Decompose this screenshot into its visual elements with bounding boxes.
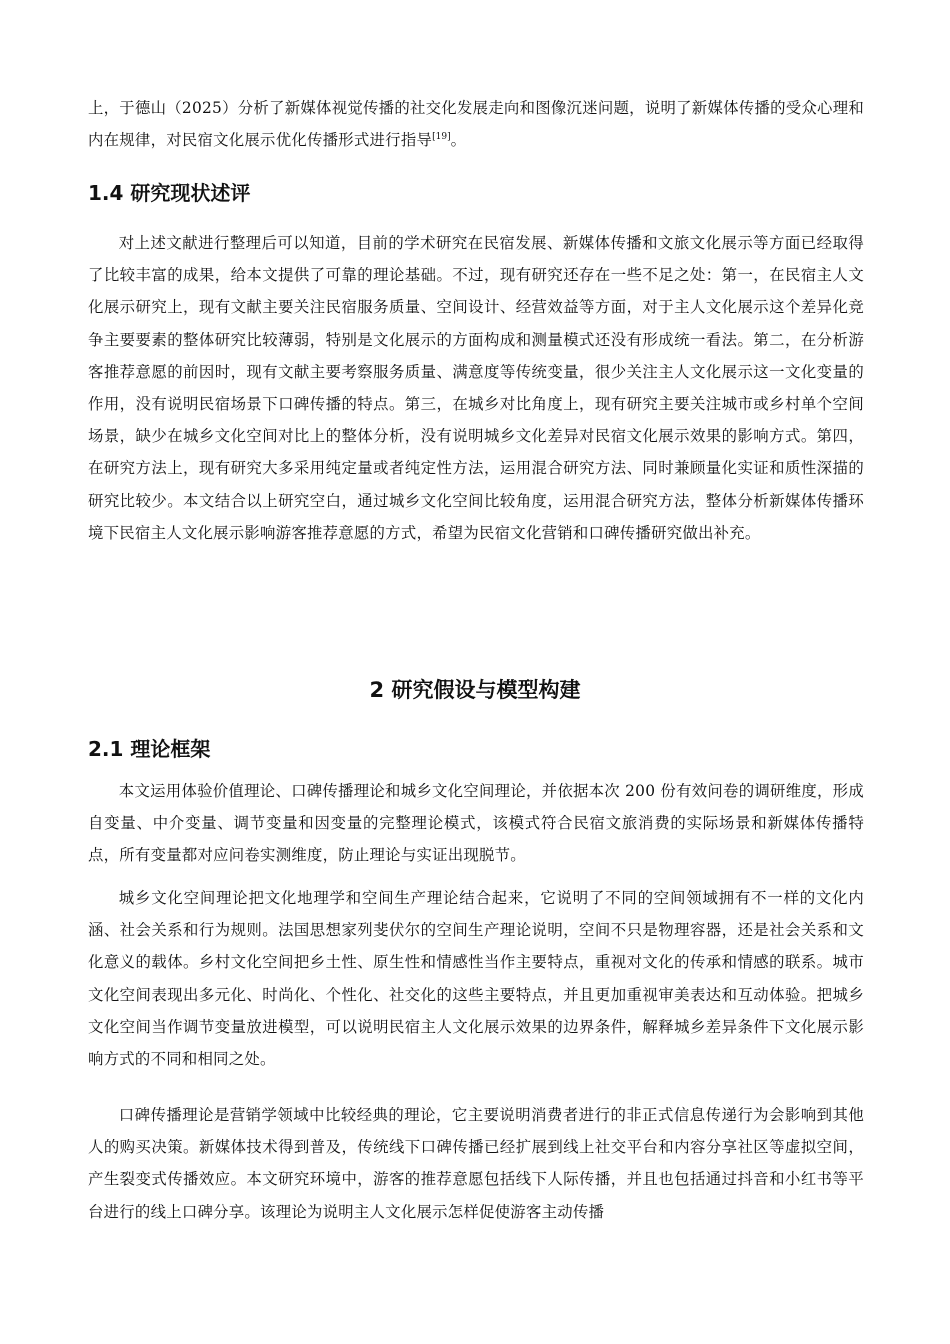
- paragraph-theory-framework: 本文运用体验价值理论、口碑传播理论和城乡文化空间理论，并依据本次 200 份有效问卷的调研维度，形成自变量、中介变量、调节变量和因变量的完整理论模式，该模式符合民宿文旅消费的实际场景和新媒体传播特点，所有变量都对应问卷实测维度，防止理论与实证出现脱节。: [88, 782, 864, 865]
- chapter-heading-2: 2 研究假设与模型构建: [369, 678, 581, 702]
- paragraph-urban-rural-space-theory: 城乡文化空间理论把文化地理学和空间生产理论结合起来，它说明了不同的空间领域拥有不一样的文化内涵、社会关系和行为规则。法国思想家列斐伏尔的空间生产理论说明，空间不只是物理容器，还是社会关系和文化意义的载体。乡村文化空间把乡土性、原生性和情感性当作主要特点，重视对文化的传承和情感的联系。城市文化空间表现出多元化、时尚化、个性化、社交化的这些主要特点，并且更加重视审美表达和互动体验。把城乡文化空间当作调节变量放进模型，可以说明民宿主人文化展示效果的边界条件，解释城乡差异条件下文化展示影响方式的不同和相同之处。: [88, 889, 864, 1069]
- paragraph-end: 。: [450, 131, 467, 150]
- paragraph-research-review: 对上述文献进行整理后可以知道，目前的学术研究在民宿发展、新媒体传播和文旅文化展示等方面已经取得了比较丰富的成果，给本文提供了可靠的理论基础。不过，现有研究还存在一些不足之处：第一，在民宿主人文化展示研究上，现有文献主要关注民宿服务质量、空间设计、经营效益等方面，对于主人文化展示这个差异化竞争主要要素的整体研究比较薄弱，特别是文化展示的方面构成和测量模式还没有形成统一看法。第二，在分析游客推荐意愿的前因时，现有文献主要考察服务质量、满意度等传统变量，很少关注主人文化展示这一文化变量的作用，没有说明民宿场景下口碑传播的特点。第三，在城乡对比角度上，现有研究主要关注城市或乡村单个空间场景，缺少在城乡文化空间对比上的整体分析，没有说明城乡文化差异对民宿文化展示效果的影响方式。第四，在研究方法上，现有研究大多采用纯定量或者纯定性方法，运用混合研究方法、同时兼顾量化实证和质性深描的研究比较少。本文结合以上研究空白，通过城乡文化空间比较角度，运用混合研究方法，整体分析新媒体传播环境下民宿主人文化展示影响游客推荐意愿的方式，希望为民宿文化营销和口碑传播研究做出补充。: [88, 234, 864, 542]
- section-heading-1-4: 1.4 研究现状述评: [88, 181, 251, 205]
- section-heading-2-1: 2.1 理论框架: [88, 737, 211, 761]
- paragraph-text: 上，于德山（2025）分析了新媒体视觉传播的社交化发展走向和图像沉迷问题，说明了新媒体传播的受众心理和内在规律，对民宿文化展示优化传播形式进行指导: [88, 99, 864, 150]
- paragraph-word-of-mouth-theory: 口碑传播理论是营销学领域中比较经典的理论，它主要说明消费者进行的非正式信息传递行为会影响到其他人的购买决策。新媒体技术得到普及，传统线下口碑传播已经扩展到线上社交平台和内容分享社区等虚拟空间，产生裂变式传播效应。本文研究环境中，游客的推荐意愿包括线下人际传播，并且也包括通过抖音和小红书等平台进行的线上口碑分享。该理论为说明主人文化展示怎样促使游客主动传播: [88, 1106, 864, 1221]
- paragraph-continuation: [88, 92, 864, 156]
- citation-marker: [19]: [432, 132, 451, 143]
